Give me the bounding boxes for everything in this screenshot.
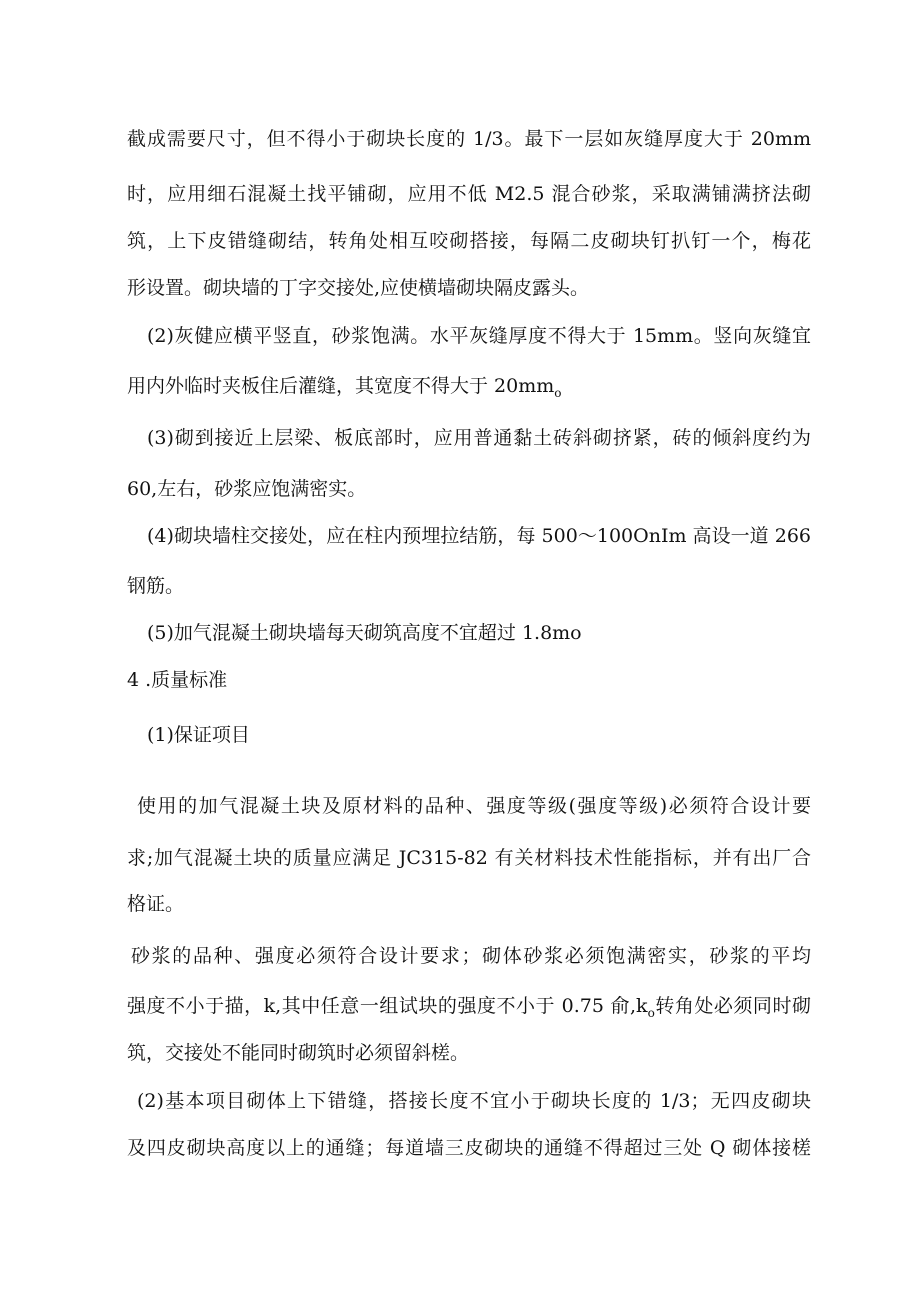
paragraph-line-1: 截成需要尺寸，但不得小于砌块长度的 1/3。最下一层如灰缝厚度大于 20mm — [127, 128, 811, 150]
guarantee-para-2-line-1: 砂浆的品种、强度必须符合设计要求；砌体砂浆必须饱满密实，砂浆的平均 — [131, 945, 811, 967]
paragraph-line-3: 筑，上下皮错缝砌结，转角处相互咬砌搭接，每隔二皮砌块钉扒钉一个，梅花 — [127, 230, 811, 252]
subscript-o-1: o — [554, 385, 562, 400]
basic-items-line-2: 及四皮砌块高度以上的通缝；每道墙三皮砌块的通缝不得超过三处 Q 砌体接槎 — [127, 1137, 811, 1159]
subheading-guarantee-items: (1)保证项目 — [147, 724, 250, 746]
item-5-line-1: (5)加气混凝土砌块墙每天砌筑高度不宜超过 1.8mo — [147, 622, 582, 644]
subscript-o-2: o — [647, 1005, 655, 1020]
guarantee-para-1-line-3: 格证。 — [127, 893, 185, 915]
guarantee-para-2-line-2-tail: 转角处必须同时砌 — [654, 995, 811, 1017]
item-3-line-2: 60,左右，砂浆应饱满密实。 — [127, 478, 367, 500]
guarantee-para-1-line-2: 求;加气混凝土块的质量应满足 JC315-82 有关材料技术性能指标，并有出厂合 — [127, 847, 811, 869]
paragraph-line-2: 时，应用细石混凝土找平铺砌，应用不低 M2.5 混合砂浆，采取满铺满挤法砌 — [127, 183, 811, 205]
guarantee-para-2-line-2 — [127, 993, 811, 1026]
section-heading-quality-standard: 4 .质量标准 — [127, 669, 228, 691]
item-3-line-1: (3)砌到接近上层梁、板底部时，应用普通黏土砖斜砌挤紧，砖的倾斜度约为 — [147, 427, 811, 449]
item-2-line-1: (2)灰健应横平竖直，砂浆饱满。水平灰缝厚度不得大于 15mm。竖向灰缝宜 — [147, 325, 811, 347]
item-4-line-1: (4)砌块墙柱交接处，应在柱内预埋拉结筋，每 500～100OnIm 高设一道 266 — [147, 525, 811, 547]
guarantee-para-2-line-2-text: 强度不小于描，k,其中任意一组试块的强度不小于 0.75 俞,k — [127, 995, 648, 1017]
item-2-line-2-text: 用内外临时夹板住后灌缝，其宽度不得大于 20mm — [127, 375, 555, 397]
guarantee-para-1-line-1: 使用的加气混凝土块及原材料的品种、强度等级(强度等级)必须符合设计要 — [137, 795, 811, 817]
guarantee-para-2-line-3: 筑，交接处不能同时砌筑时必须留斜槎。 — [127, 1042, 470, 1064]
item-4-line-2: 钢筋。 — [127, 575, 185, 597]
basic-items-line-1: (2)基本项目砌体上下错缝，搭接长度不宜小于砌块长度的 1/3；无四皮砌块 — [137, 1090, 811, 1112]
item-2-line-2 — [127, 373, 562, 406]
paragraph-line-4: 形设置。砌块墙的丁字交接处,应使横墙砌块隔皮露头。 — [127, 277, 590, 299]
